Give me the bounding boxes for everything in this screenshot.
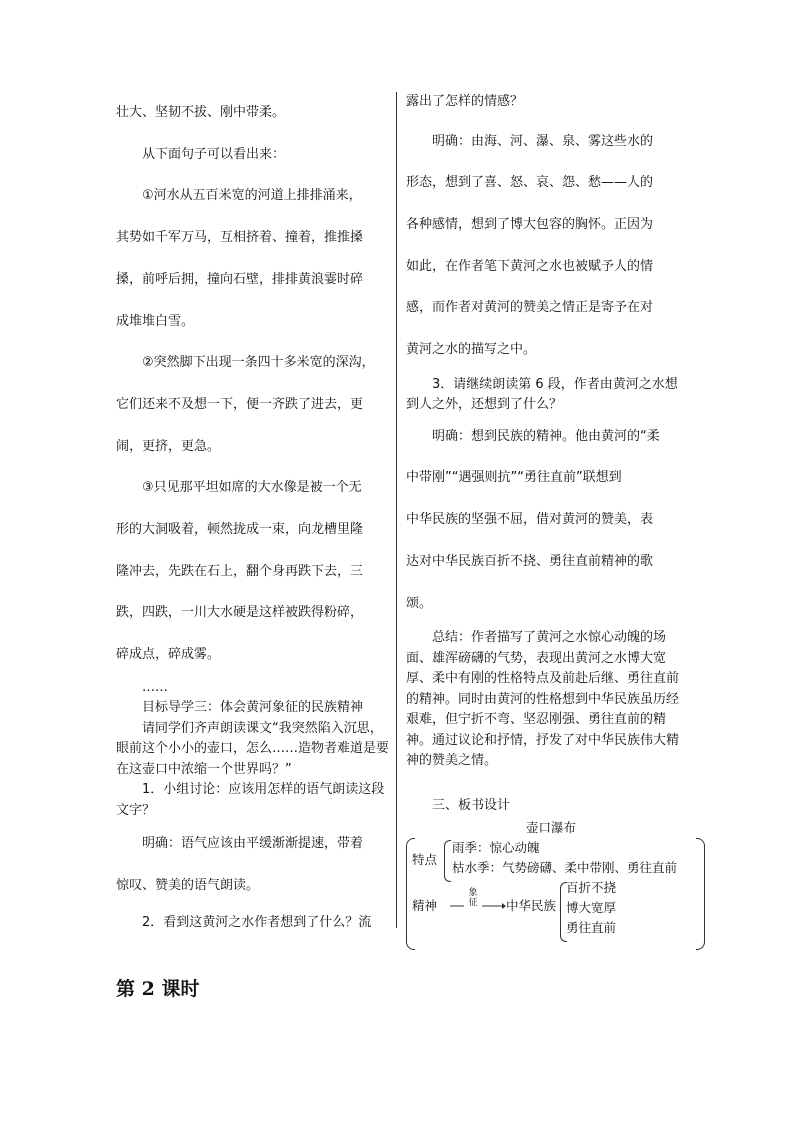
text-line: 跌，四跌，一川大水硬是这样被跌得粉碎， xyxy=(116,605,364,621)
feature-brace xyxy=(444,840,451,882)
answer-line: 明确：想到民族的精神。他由黄河的“柔 xyxy=(432,428,660,444)
board-heading: 三、板书设计 xyxy=(432,797,511,813)
answer-line: 中带刚”“遇强则抗”“勇往直前”联想到 xyxy=(406,470,622,486)
answer-line: 明确：语气应该由平缓渐渐提速，带着 xyxy=(142,836,364,852)
board-nation: 中华民族 xyxy=(506,897,557,913)
text-line: 隆冲去，先跌在石上，翻个身再跌下去，三 xyxy=(116,563,364,579)
board-feature: 特点 xyxy=(412,851,438,867)
ellipsis: …… xyxy=(142,679,168,695)
goal-text: 请同学们齐声朗读课文“我突然陷入沉思，眼前这个小小的壶口，怎么……造物者难道是要在这壶口中浓缩一个世界吗？” xyxy=(116,720,390,777)
text-line: 壮大、坚韧不拔、刚中带柔。 xyxy=(116,105,286,120)
column-divider xyxy=(396,92,397,928)
board-symbol: 象征 xyxy=(468,887,478,908)
answer-line: 黄河之水的描写之中。 xyxy=(406,342,537,358)
question-2-cont: 露出了怎样的情感？ xyxy=(406,94,524,109)
summary: 总结：作者描写了黄河之水惊心动魄的场面、雄浑磅礴的气势，表现出黄河之水博大宽厚、柔中有刚的性格特点及前赴后继、勇往直前的精神。同时由黄河的性格想到中华民族虽历经艰难，但宁折不弯、坚忍刚强、勇往直前的精神。通过议论和抒情，抒发了对中华民族伟大精神的赞美之情。 xyxy=(406,630,680,769)
text-line: ③只见那平坦如席的大水像是被一个无 xyxy=(142,480,362,496)
board-trait: 博大宽厚 xyxy=(566,899,617,915)
text-line: 成堆堆白雪。 xyxy=(116,313,195,329)
outer-brace-right xyxy=(696,838,705,950)
text-line: 搡，前呼后拥，撞向石壁，排排黄浪霎时碎 xyxy=(116,271,364,287)
answer-line: 明确：由海、河、瀑、泉、雾这些水的 xyxy=(432,133,654,149)
text-line: ①河水从五百米宽的河道上排排涌来， xyxy=(142,188,362,204)
answer-line: 形态，想到了喜、怒、哀、怨、愁——人的 xyxy=(406,175,654,191)
left-column xyxy=(116,92,390,933)
board-trait: 勇往直前 xyxy=(566,919,617,935)
question-2: 2．看到这黄河之水作者想到了什么？流 xyxy=(142,914,372,930)
board-rainy: 雨季：惊心动魄 xyxy=(452,839,540,855)
section-title: 第 2 课时 xyxy=(116,978,200,1000)
answer-line: 中华民族的坚强不屈，借对黄河的赞美，表 xyxy=(406,512,654,528)
text-line: 其势如千军万马，互相挤着、撞着，推推搡 xyxy=(116,230,364,246)
arrow-icon xyxy=(450,902,506,910)
answer-line: 达对中华民族百折不挠、勇往直前精神的歌 xyxy=(406,553,654,569)
text-line: 碎成点，碎成雾。 xyxy=(116,647,221,663)
text-line: 它们还来不及想一下，便一齐跌了进去，更 xyxy=(116,396,364,412)
text-line: 闹，更挤，更急。 xyxy=(116,438,221,454)
board-title: 壶口瀑布 xyxy=(526,819,577,835)
text-line: 从下面句子可以看出来： xyxy=(142,146,286,162)
answer-line: 惊叹、赞美的语气朗读。 xyxy=(116,878,260,894)
board-trait: 百折不挠 xyxy=(566,879,617,895)
board-design xyxy=(406,818,680,958)
answer-line: 感，而作者对黄河的赞美之情正是寄予在对 xyxy=(406,300,654,316)
answer-line: 各种感情，想到了博大包容的胸怀。正因为 xyxy=(406,216,654,232)
goal-heading: 目标导学三：体会黄河象征的民族精神 xyxy=(142,700,364,716)
text-line: 形的大洞吸着，顿然拢成一束，向龙槽里隆 xyxy=(116,522,364,538)
board-spirit: 精神 xyxy=(412,897,438,913)
board-dry: 枯水季：气势磅礴、柔中带刚、勇往直前 xyxy=(452,859,678,875)
right-column xyxy=(406,92,680,958)
answer-line: 颂。 xyxy=(406,595,433,611)
text-line: ②突然脚下出现一条四十多米宽的深沟， xyxy=(142,355,375,371)
question-3: 3．请继续朗读第 6 段，作者由黄河之水想到人之外，还想到了什么？ xyxy=(406,376,678,413)
question-1: 1．小组讨论：应该用怎样的语气朗读这段文字？ xyxy=(116,782,385,818)
answer-line: 如此，在作者笔下黄河之水也被赋予人的情 xyxy=(406,258,654,274)
